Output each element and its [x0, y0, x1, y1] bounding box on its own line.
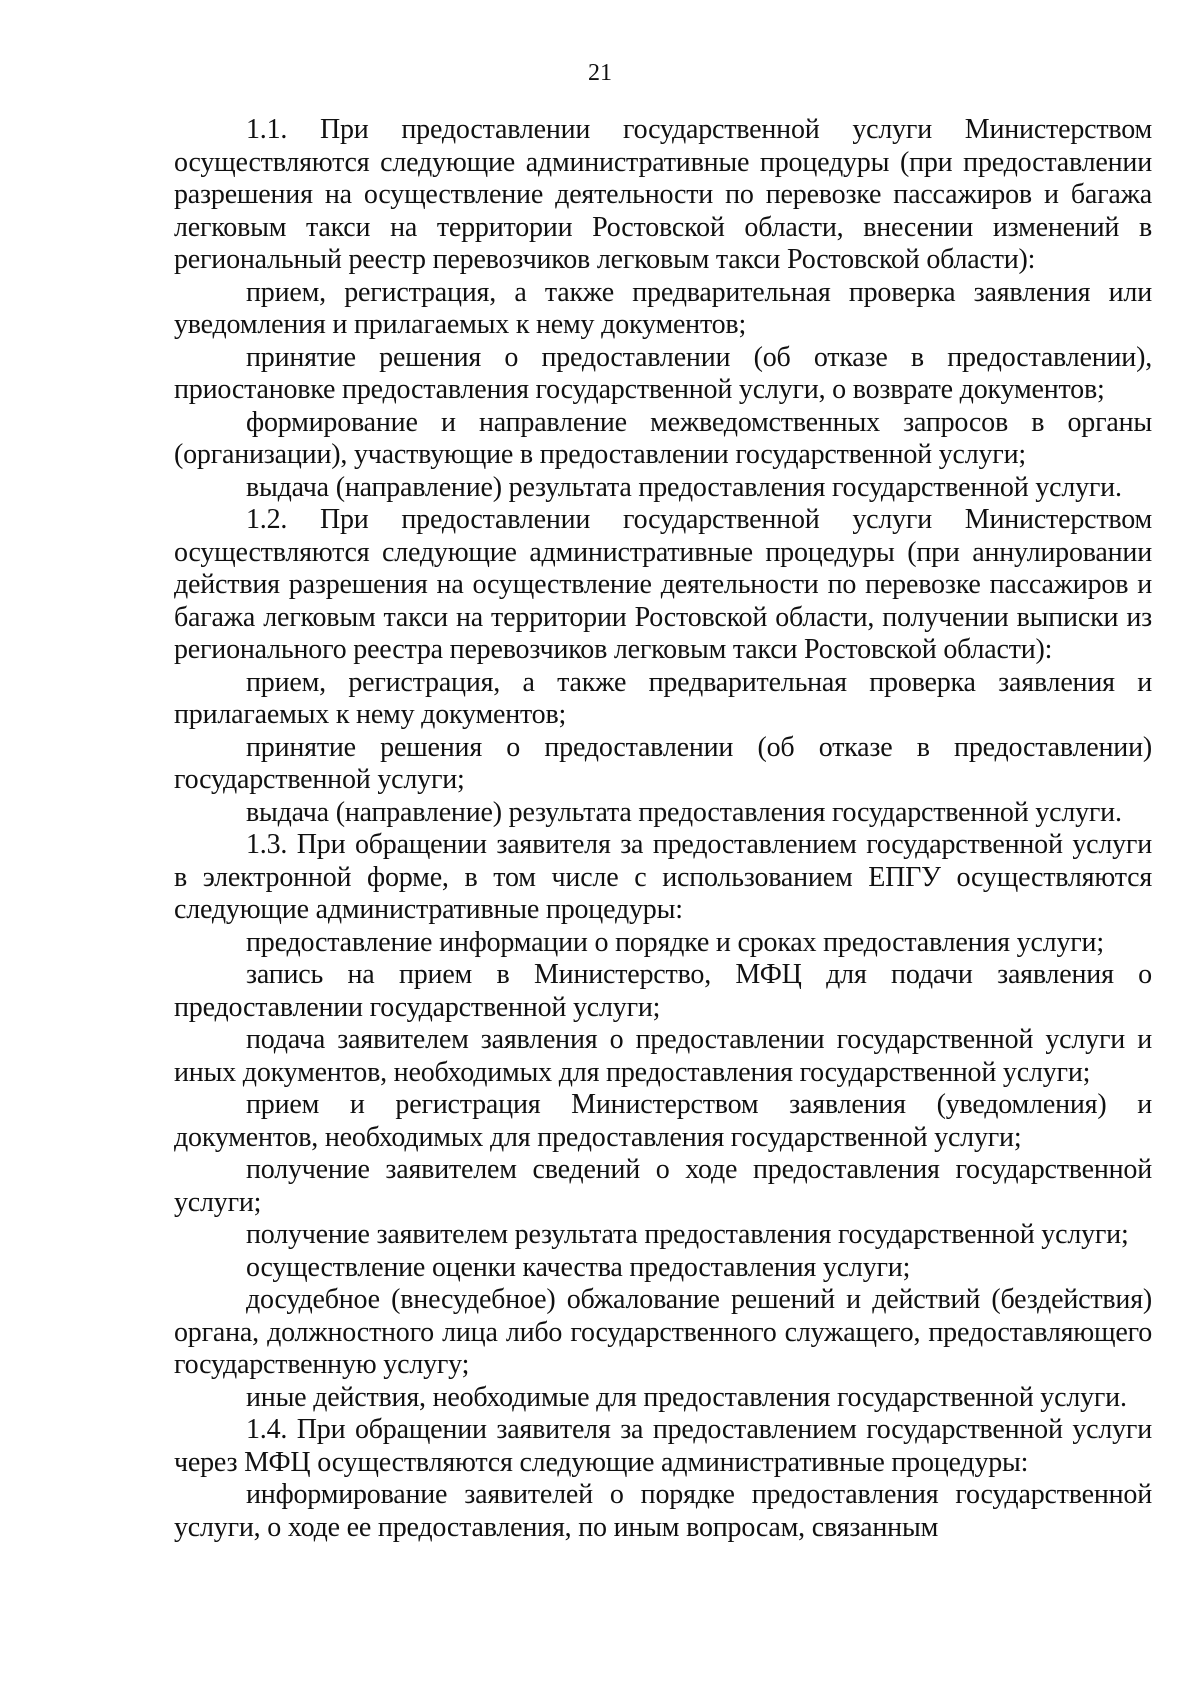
paragraph-item: информирование заявителей о порядке предоставления государственной услуги, о ходе ее предоставления, по иным вопросам, связанным: [174, 1479, 1152, 1543]
paragraph-item: выдача (направление) результата предоставления государственной услуги.: [246, 471, 1122, 503]
paragraph-item: досудебное (внесудебное) обжалование решений и действий (бездействия) органа, должностного лица либо государственного служащего, предоставляющего государственную услугу;: [174, 1284, 1152, 1380]
paragraph-item: подача заявителем заявления о предоставлении государственной услуги и иных документов, необходимых для предоставления государственной услуги;: [174, 1024, 1152, 1088]
paragraph-item: предоставление информации о порядке и сроках предоставления услуги;: [246, 926, 1104, 958]
document-body: [174, 114, 1152, 1544]
paragraph-item: принятие решения о предоставлении (об отказе в предоставлении) государственной услуги;: [174, 731, 1152, 795]
paragraph-1-1: 1.1. При предоставлении государственной услуги Министерством осуществляются следующие административные процедуры (при предоставлении разрешения на осуществление деятельности по перевозке пассажиров и багажа легковым такси на территории Ростовской области, внесении изменений в региональный реестр перевозчиков легковым такси Ростовской области):: [174, 114, 1152, 275]
paragraph-item: осуществление оценки качества предоставления услуги;: [246, 1251, 911, 1283]
paragraph-item: выдача (направление) результата предоставления государственной услуги.: [246, 796, 1122, 828]
paragraph-item: прием и регистрация Министерством заявления (уведомления) и документов, необходимых для предоставления государственной услуги;: [174, 1089, 1152, 1153]
paragraph-1-3: 1.3. При обращении заявителя за предоставлением государственной услуги в электронной форме, в том числе с использованием ЕПГУ осуществляются следующие административные процедуры:: [174, 829, 1152, 925]
paragraph-item: запись на прием в Министерство, МФЦ для подачи заявления о предоставлении государственной услуги;: [174, 959, 1152, 1023]
paragraph-item: прием, регистрация, а также предварительная проверка заявления или уведомления и прилагаемых к нему документов;: [174, 276, 1152, 340]
paragraph-item: принятие решения о предоставлении (об отказе в предоставлении), приостановке предоставления государственной услуги, о возврате документов;: [174, 341, 1152, 405]
paragraph-1-2: 1.2. При предоставлении государственной услуги Министерством осуществляются следующие административные процедуры (при аннулировании действия разрешения на осуществление деятельности по перевозке пассажиров и багажа легковым такси на территории Ростовской области, получении выписки из регионального реестра перевозчиков легковым такси Ростовской области):: [174, 504, 1152, 665]
page-number: 21: [588, 60, 612, 86]
paragraph-item: получение заявителем сведений о ходе предоставления государственной услуги;: [174, 1154, 1152, 1218]
paragraph-1-4: 1.4. При обращении заявителя за предоставлением государственной услуги через МФЦ осуществляются следующие административные процедуры:: [174, 1414, 1152, 1478]
paragraph-item: получение заявителем результата предоставления государственной услуги;: [246, 1219, 1129, 1250]
paragraph-item: прием, регистрация, а также предварительная проверка заявления и прилагаемых к нему документов;: [174, 666, 1152, 730]
paragraph-item: иные действия, необходимые для предоставления государственной услуги.: [246, 1381, 1127, 1413]
paragraph-item: формирование и направление межведомственных запросов в органы (организации), участвующие в предоставлении государственной услуги;: [174, 406, 1152, 470]
